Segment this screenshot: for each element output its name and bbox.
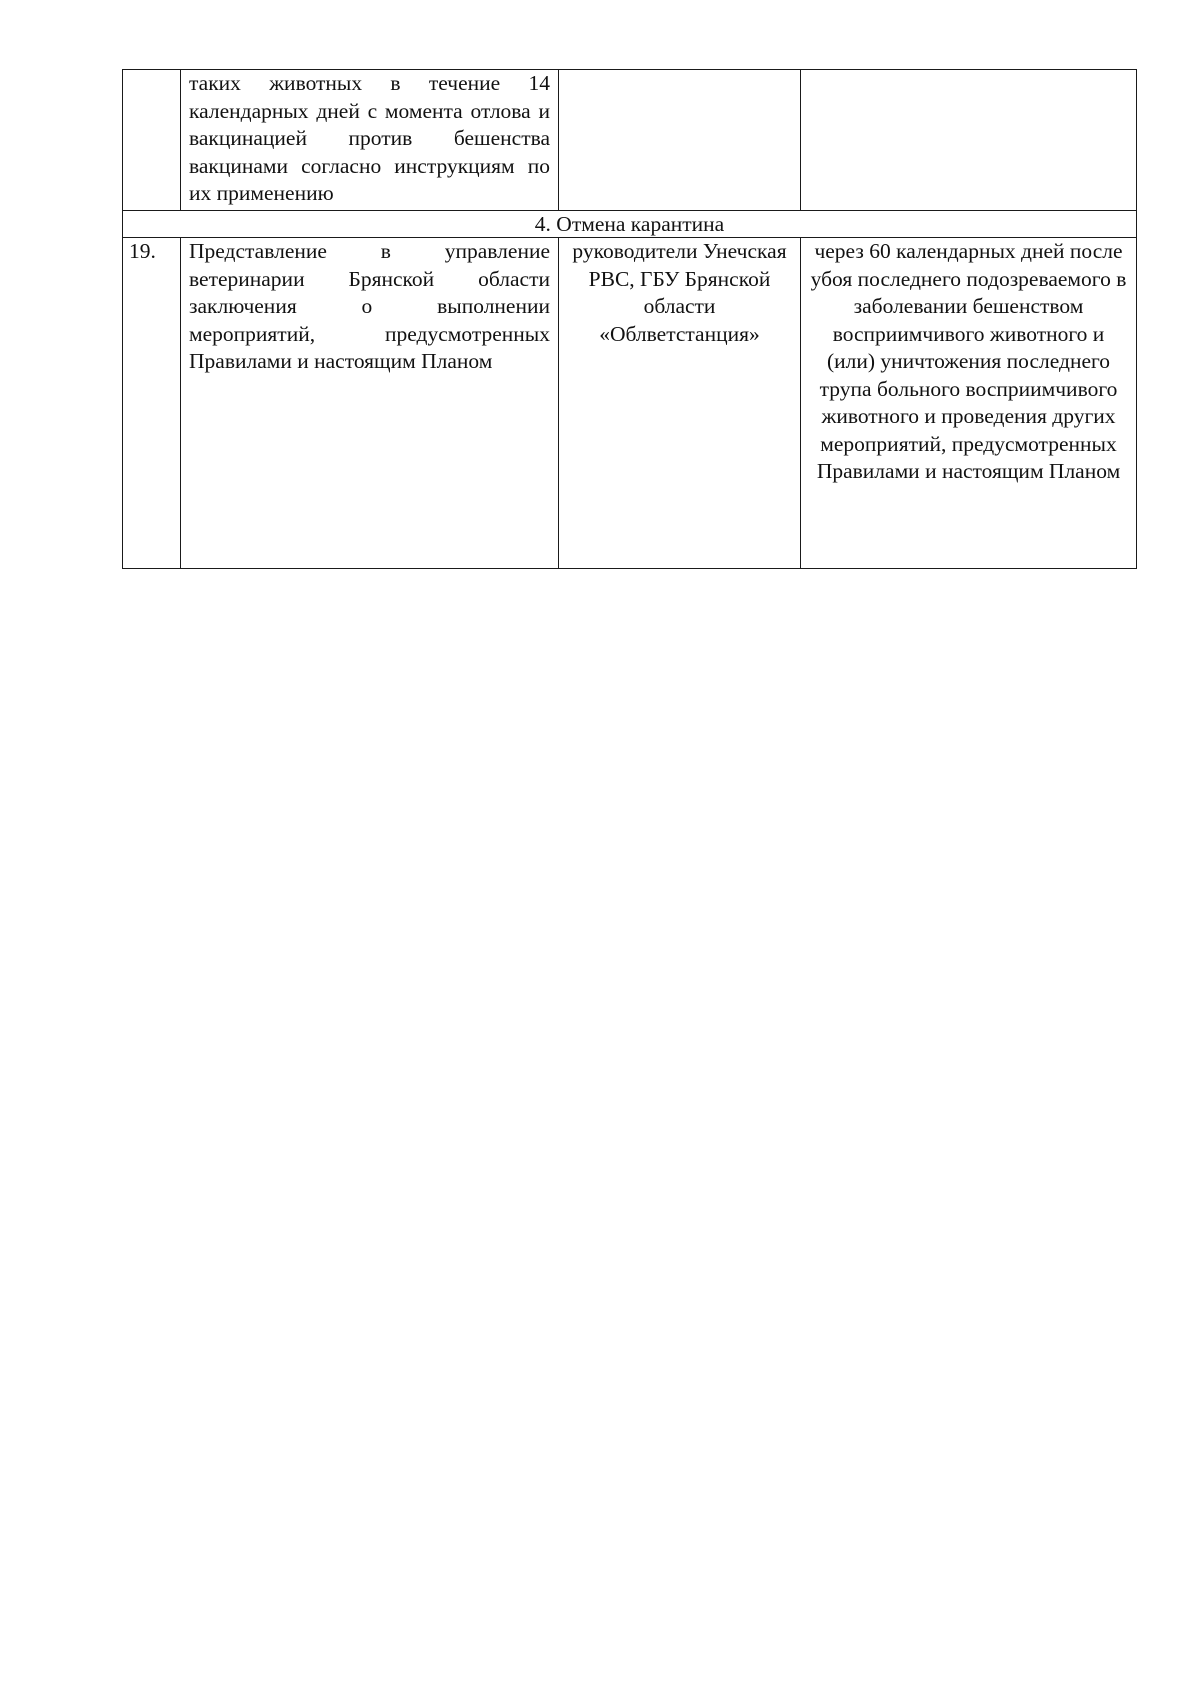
cell-term: через 60 календарных дней после убоя последнего подозреваемого в заболевании бешенством восприимчивого животного и (или) уничтожения последнего трупа больного восприимчивого животного и проведения других мероприятий, предусмотренных Правилами и настоящим Планом xyxy=(801,238,1137,569)
table-row-19 xyxy=(123,238,1137,569)
cell-action: Представление в управление ветеринарии Брянской области заключения о выполнении мероприятий, предусмотренных Правилами и настоящим Планом xyxy=(181,238,559,569)
quarantine-plan-table xyxy=(122,69,1137,569)
cell-number xyxy=(123,70,181,211)
cell-responsible xyxy=(559,70,801,211)
table-section-row xyxy=(123,211,1137,238)
table-row-continued xyxy=(123,70,1137,211)
cell-number: 19. xyxy=(123,238,181,569)
cell-action: таких животных в течение 14 календарных дней с момента отлова и вакцинацией против бешенства вакцинами согласно инструкциям по их применению xyxy=(181,70,559,211)
cell-responsible: руководители Унечская РВС, ГБУ Брянской области «Облветстанция» xyxy=(559,238,801,569)
cell-term xyxy=(801,70,1137,211)
section-title: 4. Отмена карантина xyxy=(123,211,1137,238)
